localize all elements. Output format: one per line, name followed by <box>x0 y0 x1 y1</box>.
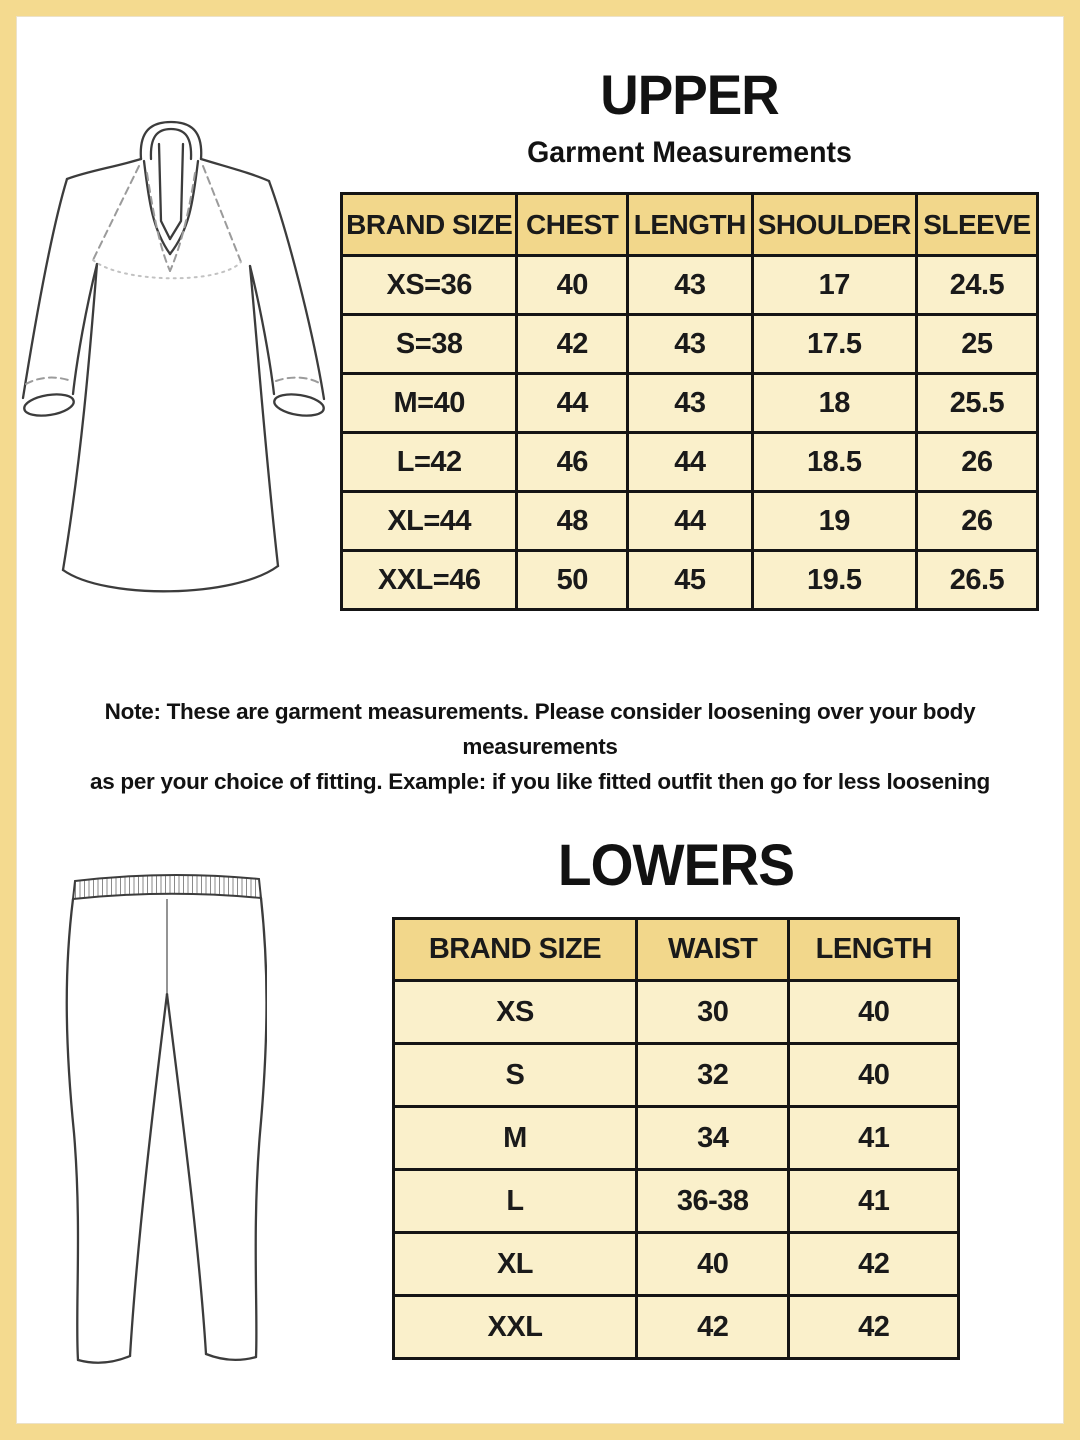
table-cell: XXL <box>394 1296 637 1359</box>
column-header: SHOULDER <box>752 194 916 256</box>
table-cell: 18.5 <box>752 433 916 492</box>
table-cell: 46 <box>517 433 628 492</box>
table-cell: 43 <box>628 256 753 315</box>
table-row <box>342 551 1038 610</box>
table-cell: 44 <box>517 374 628 433</box>
pants-line-drawing-svg <box>52 868 267 1373</box>
note-line-1: Note: These are garment measurements. Please consider loosening over your body measurements <box>104 699 976 759</box>
table-row <box>342 433 1038 492</box>
table-row <box>394 981 959 1044</box>
table-cell: 48 <box>517 492 628 551</box>
table-cell: M <box>394 1107 637 1170</box>
table-cell: 17.5 <box>752 315 916 374</box>
table-cell: 26 <box>916 492 1037 551</box>
table-cell: 19.5 <box>752 551 916 610</box>
table-row <box>342 315 1038 374</box>
table-row <box>394 1233 959 1296</box>
table-row <box>342 374 1038 433</box>
header-row <box>394 919 959 981</box>
table-cell: XL=44 <box>342 492 517 551</box>
column-header: SLEEVE <box>916 194 1037 256</box>
table-cell: XXL=46 <box>342 551 517 610</box>
measurement-note <box>50 694 1030 799</box>
table-cell: 43 <box>628 315 753 374</box>
table-cell: 36-38 <box>636 1170 789 1233</box>
table-cell: 42 <box>789 1233 959 1296</box>
table-cell: 32 <box>636 1044 789 1107</box>
table-cell: 40 <box>636 1233 789 1296</box>
table-cell: S=38 <box>342 315 517 374</box>
table-cell: L=42 <box>342 433 517 492</box>
column-header: BRAND SIZE <box>394 919 637 981</box>
table-cell: 40 <box>789 1044 959 1107</box>
lowers-size-table <box>392 917 960 1360</box>
table-cell: M=40 <box>342 374 517 433</box>
column-header: CHEST <box>517 194 628 256</box>
table-row <box>342 492 1038 551</box>
table-cell: XL <box>394 1233 637 1296</box>
table-cell: 30 <box>636 981 789 1044</box>
column-header: LENGTH <box>628 194 753 256</box>
column-header: LENGTH <box>789 919 959 981</box>
table-cell: 26 <box>916 433 1037 492</box>
kurta-illustration <box>10 118 342 652</box>
table-cell: 42 <box>636 1296 789 1359</box>
table-cell: 25.5 <box>916 374 1037 433</box>
table-cell: 24.5 <box>916 256 1037 315</box>
note-line-2: as per your choice of fitting. Example: if you like fitted outfit then go for less loosening <box>90 769 990 794</box>
table-row <box>394 1044 959 1107</box>
column-header: BRAND SIZE <box>342 194 517 256</box>
table-cell: 26.5 <box>916 551 1037 610</box>
table-row <box>394 1107 959 1170</box>
table-row <box>394 1170 959 1233</box>
kurta-line-drawing-svg <box>10 118 342 652</box>
table-cell: 41 <box>789 1107 959 1170</box>
table-cell: 40 <box>789 981 959 1044</box>
table-cell: 40 <box>517 256 628 315</box>
table-cell: L <box>394 1170 637 1233</box>
table-cell: 50 <box>517 551 628 610</box>
table-cell: 42 <box>517 315 628 374</box>
upper-section-subtitle: Garment Measurements <box>527 136 852 169</box>
column-header: WAIST <box>636 919 789 981</box>
table-row <box>342 256 1038 315</box>
lowers-section-title: LOWERS <box>557 833 795 898</box>
table-cell: XS=36 <box>342 256 517 315</box>
table-cell: 25 <box>916 315 1037 374</box>
table-cell: 19 <box>752 492 916 551</box>
pants-illustration <box>52 868 267 1373</box>
table-cell: 18 <box>752 374 916 433</box>
table-row <box>394 1296 959 1359</box>
table-cell: XS <box>394 981 637 1044</box>
table-cell: 42 <box>789 1296 959 1359</box>
table-cell: 34 <box>636 1107 789 1170</box>
table-cell: 17 <box>752 256 916 315</box>
header-row <box>342 194 1038 256</box>
table-cell: 41 <box>789 1170 959 1233</box>
table-cell: 43 <box>628 374 753 433</box>
upper-section-title: UPPER <box>600 63 779 126</box>
table-cell: 44 <box>628 433 753 492</box>
table-cell: 45 <box>628 551 753 610</box>
upper-size-table <box>340 192 1039 611</box>
table-cell: 44 <box>628 492 753 551</box>
table-cell: S <box>394 1044 637 1107</box>
